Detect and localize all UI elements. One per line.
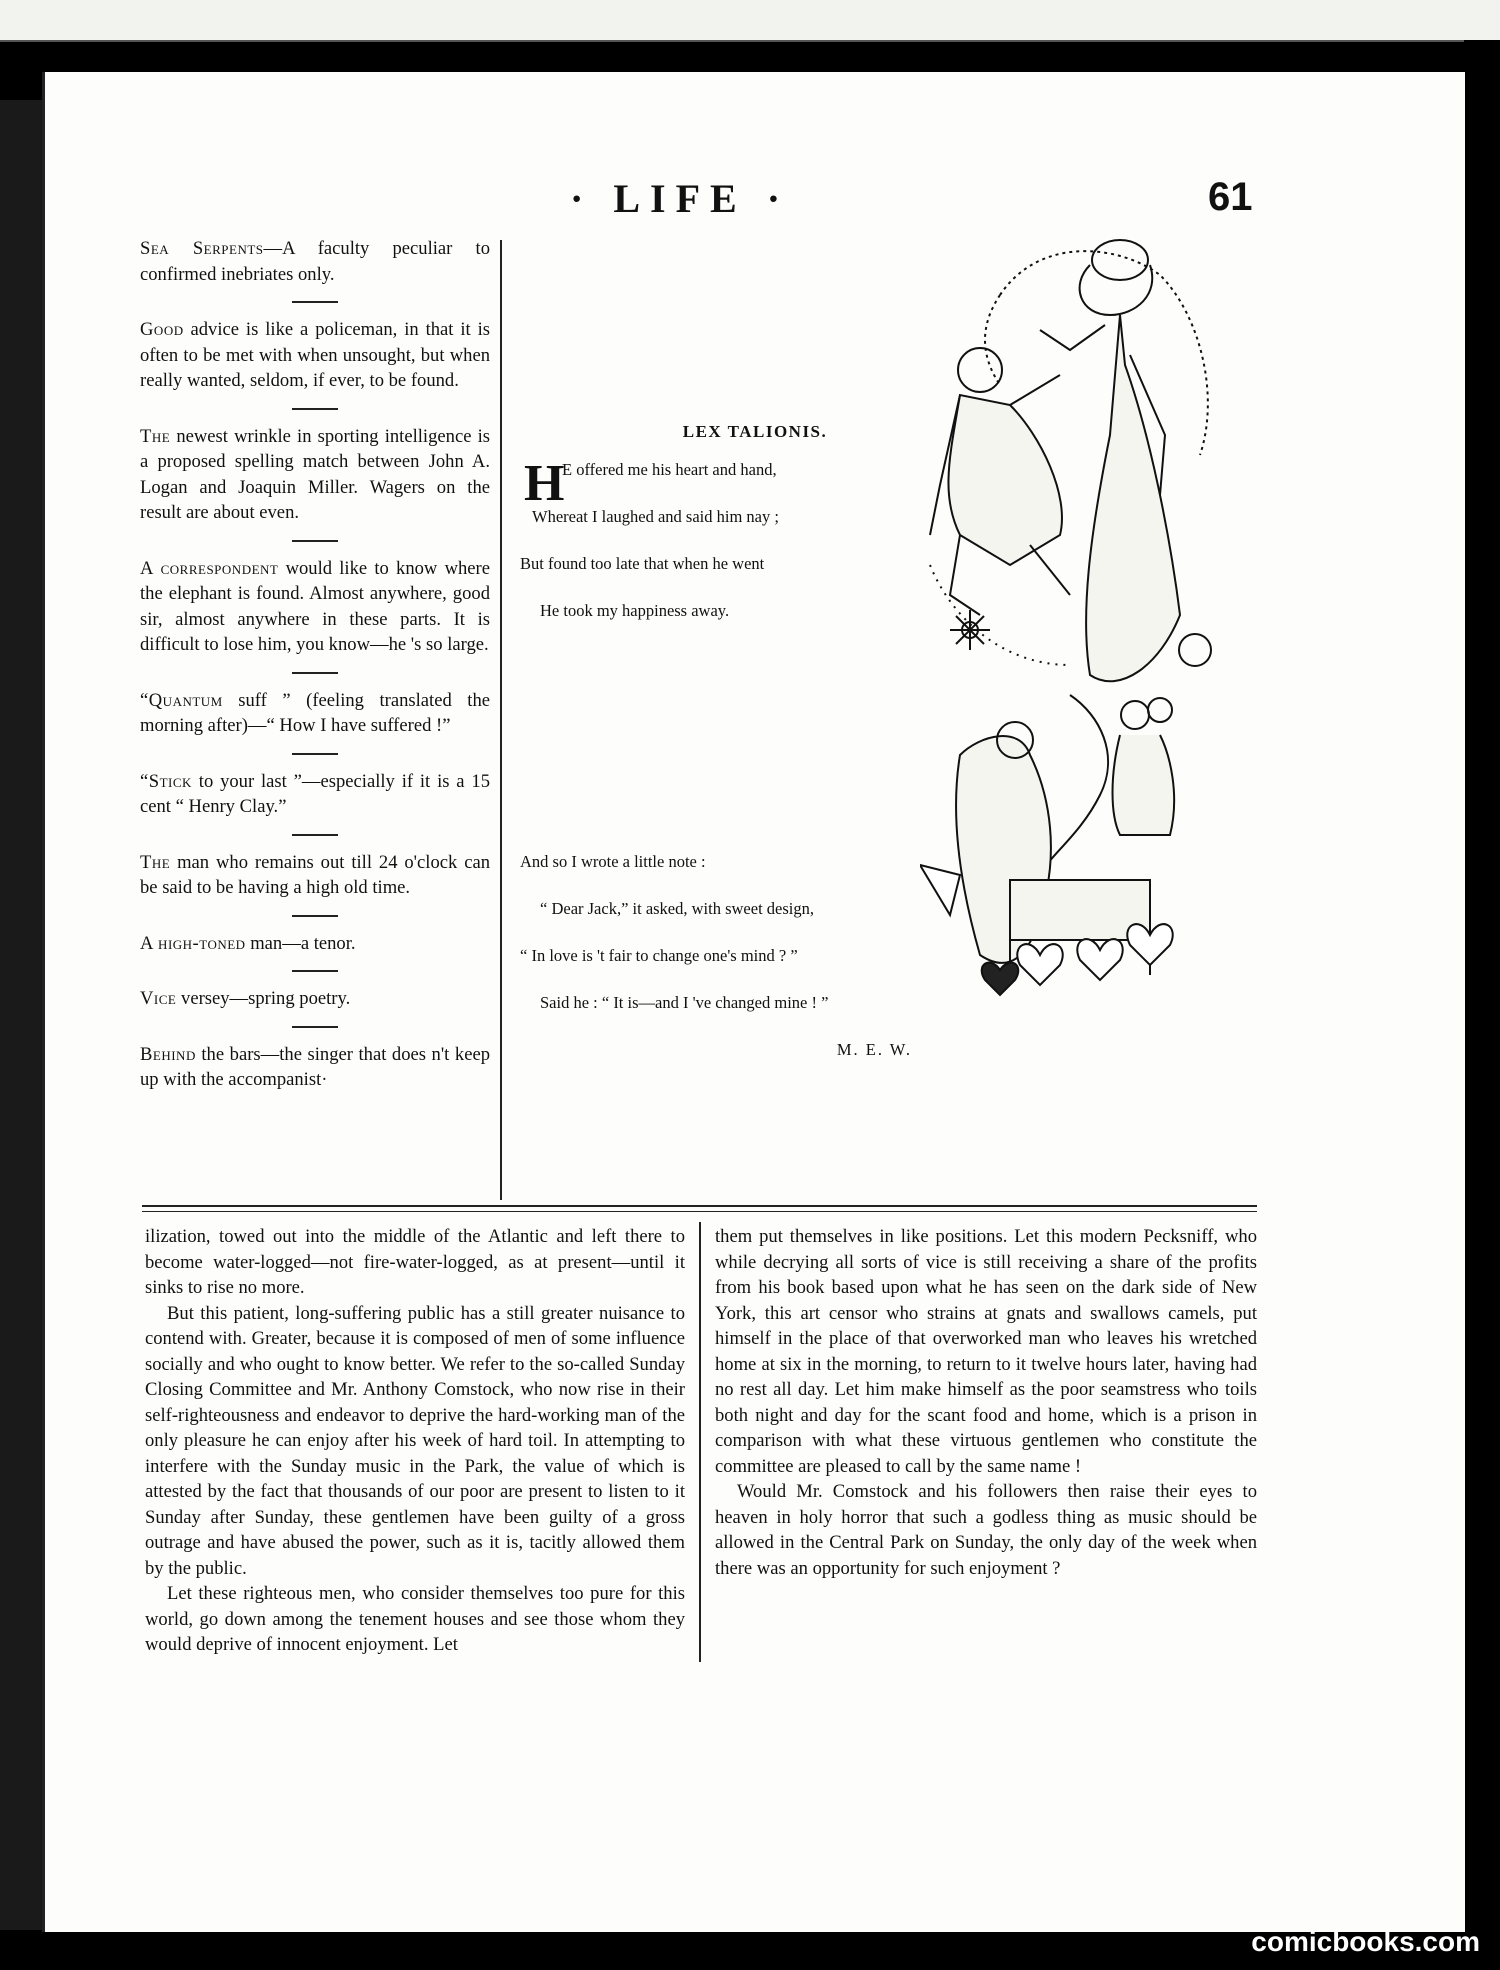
poem-block [520,420,920,646]
joke-item [140,424,490,526]
poem-illustration [920,235,1240,1185]
watermark: comicbooks.com [1251,1926,1480,1957]
editorial-column-left [145,1224,685,1658]
previous-page-strip [0,0,1500,42]
poem-line: “ In love is 't fair to change one's mind ? ” [520,946,798,965]
joke-lead: The [140,851,171,873]
joke-lead: Vice [140,988,177,1009]
joke-lead: The [140,425,171,447]
joke-lead: Good [140,319,184,340]
page-edge-right [1464,40,1500,1930]
joke-lead: Behind [140,1043,196,1065]
joke-text: advice is like a policeman, in that it is often to be met with when unsought, but when really wanted, seldom, if ever, to be found. [140,319,490,391]
separator-rule [292,540,338,542]
drop-cap: H [524,455,565,512]
separator-rule [292,970,338,972]
separator-rule [292,834,338,836]
paragraph: Would Mr. Comstock and his followers then raise their eyes to heaven in holy horror that such a godless thing as music should be allowed in the Central Park on Sunday, the only day of the week when there was an opportunity for such enjoyment ? [715,1481,1257,1579]
separator-rule [292,301,338,303]
separator-rule [292,915,338,917]
joke-lead: A high-toned [140,932,246,954]
joke-lead: “Stick [140,770,192,792]
section-rule [142,1205,1257,1207]
poem-line: “ Dear Jack,” it asked, with sweet design, [540,899,814,918]
page-edge-left [0,100,42,1930]
joke-text: versey—spring poetry. [176,988,351,1009]
page-number: 61 [1208,175,1253,219]
joke-text: man who remains out till 24 o'clock can be said to be having a high old time. [140,851,490,898]
poem-line: Whereat I laughed and said him nay ; [532,507,779,526]
poem-line: Said he : “ It is—and I 've changed mine ! ” [540,993,829,1012]
joke-text: —A faculty peculiar to confirmed inebriates only. [140,238,490,285]
joke-item [140,556,490,658]
joke-item [140,986,490,1012]
joke-text: the bars—the singer that does n't keep up with the accompanist· [140,1043,490,1090]
paragraph: But this patient, long-suffering public has a still greater nuisance to contend with. Greater, because it is composed of men of some influence socially and who ought to know better. We refer to the so-called Sunday Closing Committee and Mr. Anthony Comstock, who now rise in their self-righteousness and endeavor to deprive the hard-working man of the only pleasure he can enjoy after his week of hard toil. In attempting to interfere with the Sunday music in the Park, the value of which is attested by the fact that thousands of our poor are present to listen to it Sunday after Sunday, these gentlemen have been guilty of a gross outrage and have abused the power, such as it is, tacitly allowed them by the public. [145,1302,685,1579]
poem-line: E offered me his heart and hand, [562,460,777,479]
poem-line: He took my happiness away. [540,601,730,620]
joke-lead: Sea Serpents [140,238,264,259]
paragraph: them put themselves in like positions. Let this modern Pecksniff, who while decrying all sorts of vice is still receiving a share of the profits from his book based upon what he has seen on the dark side of New York, this art censor who strains at gnats and swallows camels, put himself in the place of that overworked man who leaves his wretched home at six in the morning, to return to it twelve hours later, having had no rest all day. Let him make himself as the poor seamstress who toils both night and day for the scant food and home, which is a prison in comparison with what these virtuous gentlemen who constitute the committee are pleased to call by the same name ! [715,1226,1257,1477]
poem-first-line [520,455,920,529]
separator-rule [292,753,338,755]
magazine-title: · LIFE · [570,176,791,221]
poem-signature: M. E. W. [836,1040,912,1059]
joke-item [140,1042,490,1093]
joke-item [140,931,490,957]
joke-text: man—a tenor. [245,932,356,954]
separator-rule [292,408,338,410]
joke-text: to your last ”—especially if it is a 15 cent “ Henry Clay.” [140,770,490,817]
column-divider [500,240,502,1200]
poem-block-2 [520,850,920,1062]
joke-lead: “Quantum [140,689,223,711]
joke-item [140,236,490,287]
separator-rule [292,672,338,674]
joke-text: suff ” (feeling translated the morning after)—“ How I have suffered !” [140,689,490,736]
section-rule [142,1211,1257,1212]
left-column-jokes [140,236,490,1093]
joke-item [140,850,490,901]
paragraph: Let these righteous men, who consider themselves too pure for this world, go down among the tenement houses and see those whom they would deprive of innocent enjoyment. Let [145,1583,685,1655]
joke-text: newest wrinkle in sporting intelligence is a proposed spelling match between John A. Logan and Joaquin Miller. Wagers on the result are about even. [140,425,490,523]
joke-lead: A correspondent [140,557,279,579]
separator-rule [292,1026,338,1028]
poem-title: LEX TALIONIS. [682,422,828,441]
joke-item [140,769,490,820]
poem-line: But found too late that when he went [520,554,765,573]
joke-item [140,317,490,394]
joke-text: would like to know where the elephant is found. Almost anywhere, good sir, almost anywhere in these parts. It is difficult to lose him, you know—he 's so large. [140,557,490,655]
poem-line: And so I wrote a little note : [520,852,706,871]
editorial-column-right [715,1224,1257,1581]
column-divider [699,1222,701,1662]
paragraph: ilization, towed out into the middle of the Atlantic and left there to become water-logged—not fire-water-logged, as at present—until it sinks to rise no more. [145,1226,685,1298]
joke-item [140,688,490,739]
